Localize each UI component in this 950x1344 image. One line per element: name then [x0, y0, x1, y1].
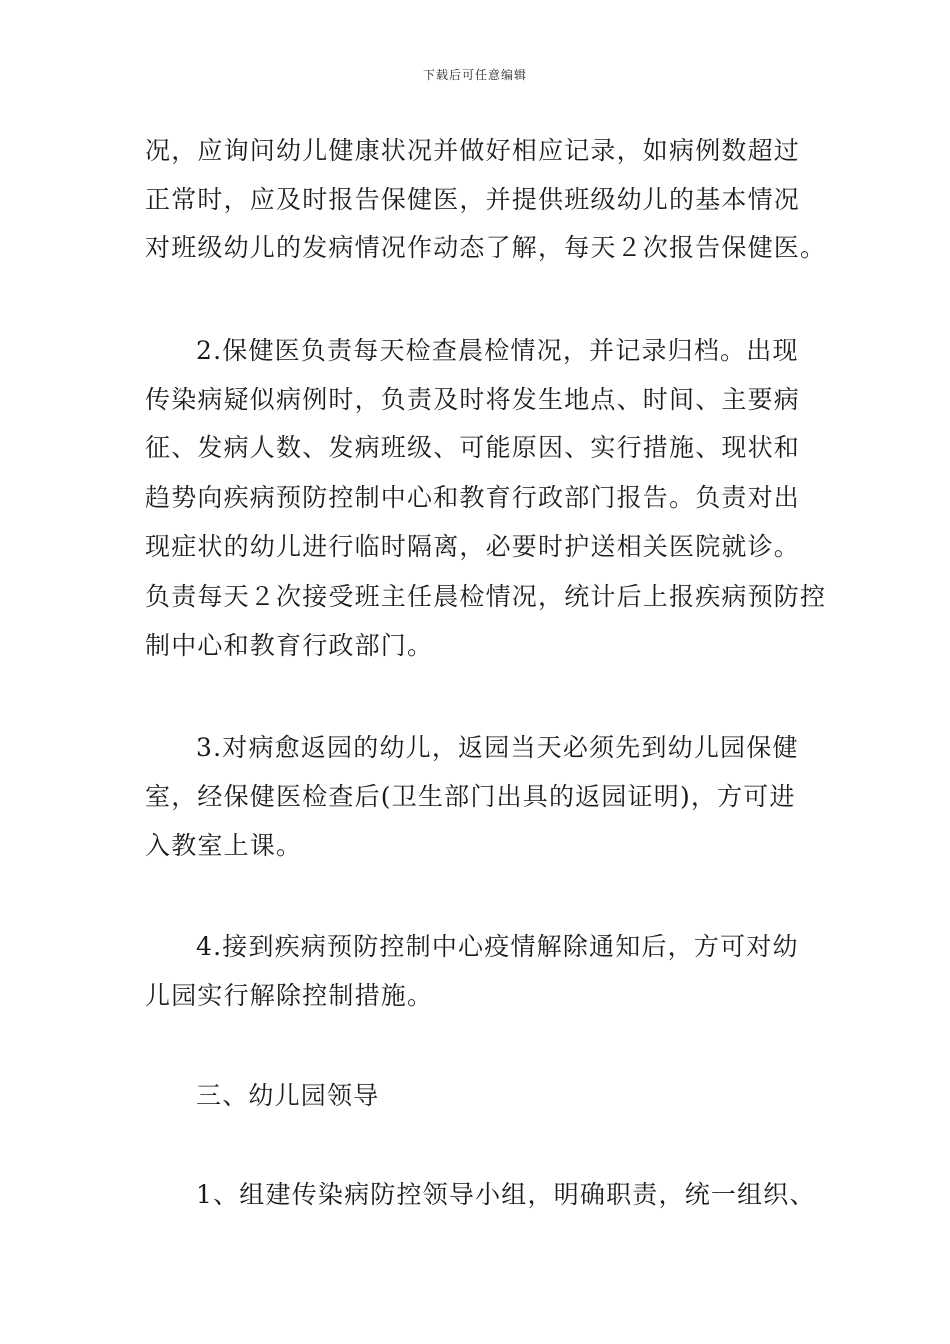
text-line: 传染病疑似病例时，负责及时将发生地点、时间、主要病	[145, 385, 801, 414]
text-line: 现症状的幼儿进行临时隔离，必要时护送相关医院就诊。	[145, 532, 801, 561]
section-heading: 三、幼儿园领导	[196, 1081, 380, 1110]
text-line: 趋势向疾病预防控制中心和教育行政部门报告。负责对出	[145, 483, 801, 512]
text-line: 入教室上课。	[145, 831, 303, 860]
text-line: 儿园实行解除控制措施。	[145, 981, 434, 1010]
text-line: 征、发病人数、发病班级、可能原因、实行措施、现状和	[145, 433, 801, 462]
text-line: 3.对病愈返园的幼儿，返园当天必须先到幼儿园保健	[196, 733, 799, 762]
text-line: 4.接到疾病预防控制中心疫情解除通知后，方可对幼	[196, 932, 799, 961]
text-line: 正常时，应及时报告保健医，并提供班级幼儿的基本情况	[145, 185, 801, 214]
text-line: 对班级幼儿的发病情况作动态了解，每天２次报告保健医。	[145, 233, 827, 262]
text-line: 1、组建传染病防控领导小组，明确职责，统一组织、	[196, 1180, 816, 1209]
text-line: 负责每天２次接受班主任晨检情况，统计后上报疾病预防控	[145, 582, 827, 611]
page-header: 下载后可任意编辑	[422, 68, 527, 82]
text-line: 2.保健医负责每天检查晨检情况，并记录归档。出现	[196, 336, 799, 365]
text-line: 制中心和教育行政部门。	[145, 631, 434, 660]
text-line: 室，经保健医检查后(卫生部门出具的返园证明)，方可进	[145, 782, 796, 811]
text-line: 况，应询问幼儿健康状况并做好相应记录，如病例数超过	[145, 136, 801, 165]
